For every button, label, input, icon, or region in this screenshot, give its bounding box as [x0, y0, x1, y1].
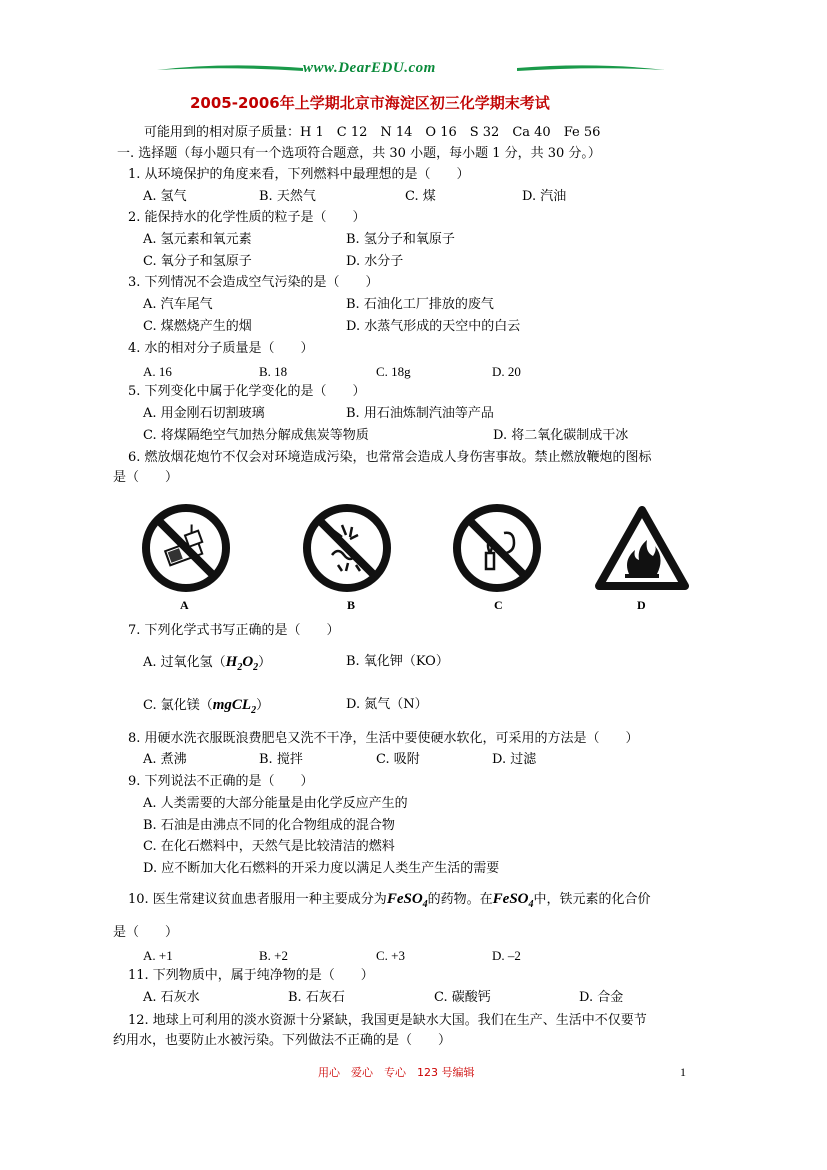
option-a: A. 人类需要的大部分能量是由化学反应产生的: [143, 796, 408, 811]
option-d: D. –2: [492, 948, 521, 963]
option-a: A. 过氧化氢$(H_2O_2)$: [143, 654, 272, 673]
option-a: A. 用金刚石切割玻璃: [143, 406, 265, 421]
option-d: D. 20: [492, 364, 521, 379]
page-title: 2005-2006年上学期北京市海淀区初三化学期末考试: [190, 94, 550, 112]
option-c: C. 煤燃烧产生的烟: [143, 319, 252, 334]
no-fireworks-sign-b: [302, 503, 392, 593]
option-d: D. 合金: [579, 990, 624, 1005]
question-stem: 1. 从环境保护的角度来看，下列燃料中最理想的是（ ）: [128, 167, 470, 182]
sign-label-c: C: [494, 598, 503, 612]
option-c: C. +3: [376, 948, 406, 963]
sign-label-a: A: [180, 598, 189, 612]
option-b: B. 18: [259, 364, 288, 379]
option-c: C. 18g: [376, 364, 411, 379]
option-b: B. 石油是由沸点不同的化合物组成的混合物: [143, 818, 395, 833]
option-d: D. 水蒸气形成的天空中的白云: [346, 319, 521, 334]
option-d: D. 氮气（N）: [346, 697, 428, 712]
no-firecrackers-sign-a: [141, 503, 231, 593]
option-c: C. 氧分子和氢原子: [143, 254, 252, 269]
option-d: D. 将二氧化碳制成干冰: [493, 428, 629, 443]
option-c: C. 煤: [405, 189, 436, 204]
question-stem: 3. 下列情况不会造成空气污染的是（ ）: [128, 275, 379, 290]
site-name[interactable]: www.DearEDU.com: [303, 60, 436, 76]
option-a: A. 16: [143, 364, 172, 379]
option-a: A. 汽车尾气: [143, 297, 213, 312]
formula-mgcl2: mgCL$_2$: [212, 697, 257, 716]
question-stem: 5. 下列变化中属于化学变化的是（ ）: [128, 384, 366, 399]
option-d: D. 汽油: [522, 189, 567, 204]
option-a: A. 氢元素和氧元素: [143, 232, 252, 247]
question-stem-cont: 是（ ）: [113, 470, 179, 485]
option-b: B. 天然气: [259, 189, 316, 204]
option-b: B. 石灰石: [288, 990, 345, 1005]
section-heading: 一. 选择题（每小题只有一个选项符合题意，共 30 小题，每小题 1 分，共 30 分。）: [117, 146, 601, 161]
option-b: B. 石油化工厂排放的废气: [346, 297, 494, 312]
option-b: B. 氧化钾（KO）: [346, 654, 449, 669]
option-b: B. 搅拌: [259, 752, 303, 767]
atomic-masses: 可能用到的相对原子质量：H 1 C 12 N 14 O 16 S 32 Ca 40 Fe 56: [144, 125, 601, 140]
option-d: D. 过滤: [492, 752, 537, 767]
footer-slogan: 用心 爱心 专心 123 号编辑: [318, 1066, 475, 1079]
question-stem: 4. 水的相对分子质量是（ ）: [128, 341, 314, 356]
option-a: A. 煮沸: [143, 752, 187, 767]
option-d: D. 应不断加大化石燃料的开采力度以满足人类生产生活的需要: [143, 861, 500, 876]
option-b: B. +2: [259, 948, 289, 963]
question-stem: 2. 能保持水的化学性质的粒子是（ ）: [128, 210, 366, 225]
question-stem: 7. 下列化学式书写正确的是（ ）: [128, 623, 340, 638]
question-stem-cont: 是（ ）: [113, 925, 179, 940]
option-a: A. 石灰水: [143, 990, 200, 1005]
flammable-warning-sign-d: [595, 506, 689, 590]
question-stem: 8. 用硬水洗衣服既浪费肥皂又洗不干净，生活中要使硬水软化，可采用的方法是（ ）: [128, 731, 639, 746]
sign-label-d: D: [637, 598, 646, 612]
option-c: C. 将煤隔绝空气加热分解成焦炭等物质: [143, 428, 369, 443]
question-stem: 6. 燃放烟花炮竹不仅会对环境造成污染，也常常会造成人身伤害事故。禁止燃放鞭炮的图标: [128, 450, 652, 465]
question-stem: 9. 下列说法不正确的是（ ）: [128, 774, 314, 789]
option-c: C. 碳酸钙: [434, 990, 491, 1005]
option-c: C. 吸附: [376, 752, 420, 767]
option-a: A. 氢气: [143, 189, 187, 204]
option-d: D. 水分子: [346, 254, 404, 269]
option-c: C. 在化石燃料中，天然气是比较清洁的燃料: [143, 839, 395, 854]
sign-label-b: B: [347, 598, 356, 612]
option-b: B. 氢分子和氧原子: [346, 232, 455, 247]
option-a: A. +1: [143, 948, 173, 963]
formula-feso4: FeSO$_4$: [386, 891, 428, 910]
formula-h2o2: $H_2O_2$: [225, 654, 259, 673]
question-stem: 11. 下列物质中，属于纯净物的是（ ）: [128, 968, 374, 983]
option-b: B. 用石油炼制汽油等产品: [346, 406, 494, 421]
formula-feso4: FeSO$_4$: [492, 891, 534, 910]
question-stem-cont: 约用水，也要防止水被污染。下列做法不正确的是（ ）: [113, 1033, 452, 1048]
question-stem: 10. 医生常建议贫血患者服用一种主要成分为FeSO$_4$的药物。在FeSO$_4$中，铁元素的化合价: [128, 891, 651, 910]
question-stem: 12. 地球上可利用的淡水资源十分紧缺，我国更是缺水大国。我们在生产、生活中不仅要节: [128, 1013, 647, 1028]
page-number: 1: [680, 1065, 686, 1079]
no-open-flame-sign-c: [452, 503, 542, 593]
option-c: C. 氯化镁（mgCL$_2$）: [143, 697, 270, 716]
